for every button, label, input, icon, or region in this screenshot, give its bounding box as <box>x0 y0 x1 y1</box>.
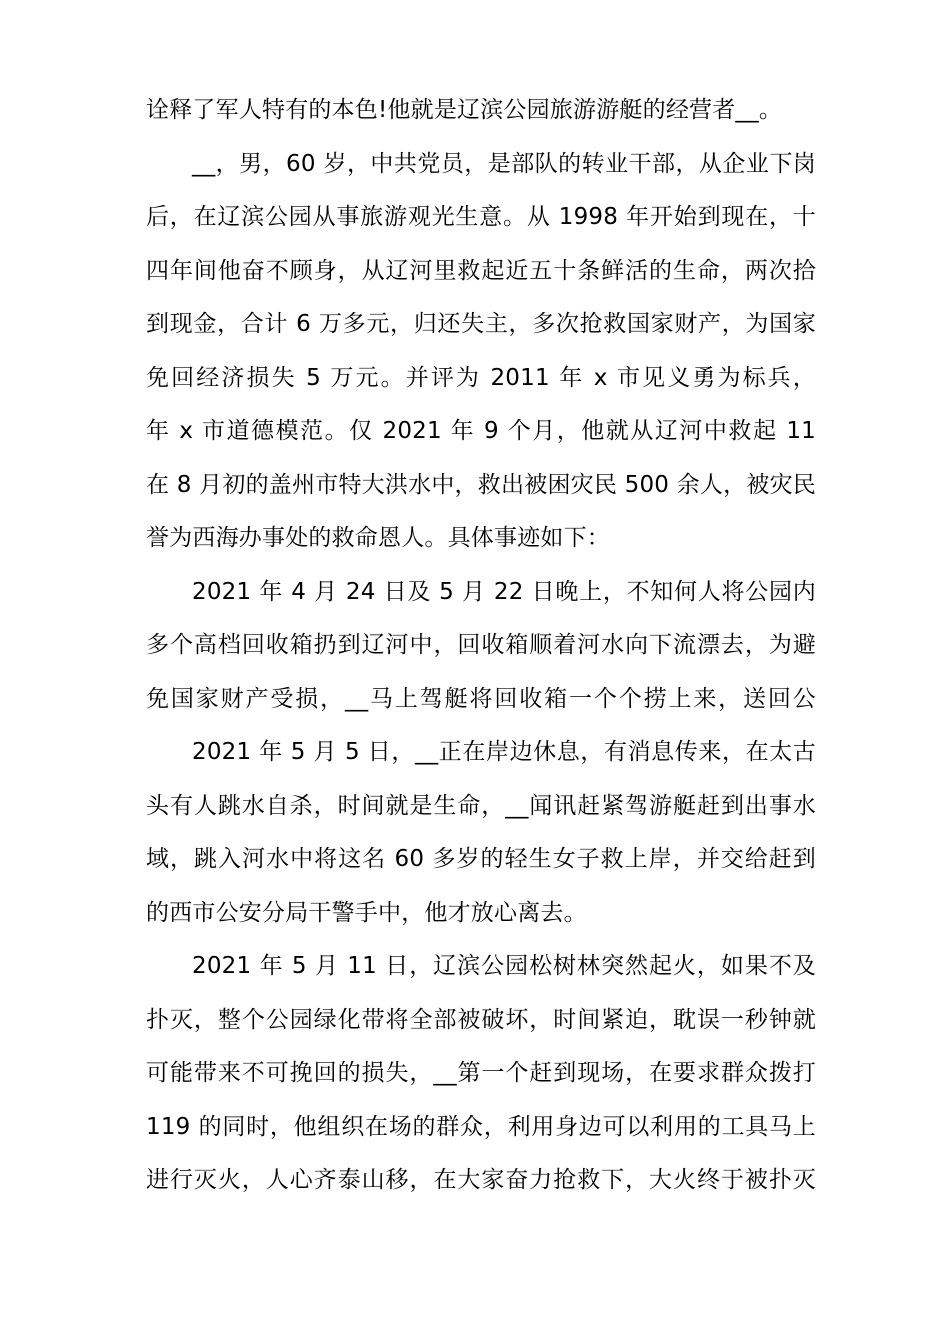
text-line: 年 x 市道德模范。仅 2021 年 9 个月，他就从辽河中救起 11 <box>146 418 816 444</box>
text-line: 誉为西海办事处的救命恩人。具体事迹如下： <box>146 525 610 551</box>
text-line: 到现金，合计 6 万多元，归还失主，多次抢救国家财产，为国家 <box>146 311 816 337</box>
text-line: 多个高档回收箱扔到辽河中，回收箱顺着河水向下流漂去，为避 <box>146 632 816 658</box>
text-line: 免国家财产受损，__马上驾艇将回收箱一个个捞上来，送回公 <box>146 685 816 712</box>
text-line: 进行灭火，人心齐泰山移，在大家奋力抢救下，大火终于被扑灭 <box>146 1167 816 1193</box>
text-line: 2021 年 4 月 24 日及 5 月 22 日晚上，不知何人将公园内 <box>192 578 816 605</box>
text-line: 域，跳入河水中将这名 60 多岁的轻生女子救上岸，并交给赶到 <box>146 846 816 872</box>
text-line: 后，在辽滨公园从事旅游观光生意。从 1998 年开始到现在，十 <box>146 204 816 230</box>
text-line: __，男，60 岁，中共党员，是部队的转业干部，从企业下岗 <box>192 150 816 177</box>
text-line: 119 的同时，他组织在场的群众，利用身边可以利用的工具马上 <box>146 1113 816 1140</box>
text-line: 2021 年 5 月 11 日，辽滨公园松树林突然起火，如果不及 <box>192 953 816 979</box>
text-line: 免回经济损失 5 万元。并评为 2011 年 x 市见义勇为标兵， <box>146 364 816 391</box>
text-line: 头有人跳水自杀，时间就是生命，__闻讯赶紧驾游艇赶到出事水 <box>146 792 816 819</box>
document-body <box>146 84 816 1208</box>
text-line: 扑灭，整个公园绿化带将全部被破坏，时间紧迫，耽误一秒钟就 <box>146 1006 816 1033</box>
text-line: 2021 年 5 月 5 日，__正在岸边休息，有消息传来，在太古 <box>192 739 816 765</box>
text-line: 可能带来不可挽回的损失，__第一个赶到现场，在要求群众拨打 <box>146 1060 816 1086</box>
text-line: 的西市公安分局干警手中，他才放心离去。 <box>146 899 587 926</box>
text-line: 在 8 月初的盖州市特大洪水中，救出被困灾民 500 余人，被灾民 <box>146 471 816 498</box>
text-line: 诠释了军人特有的本色!他就是辽滨公园旅游游艇的经营者__。 <box>146 97 783 123</box>
text-line: 四年间他奋不顾身，从辽河里救起近五十条鲜活的生命，两次拾 <box>146 257 816 284</box>
